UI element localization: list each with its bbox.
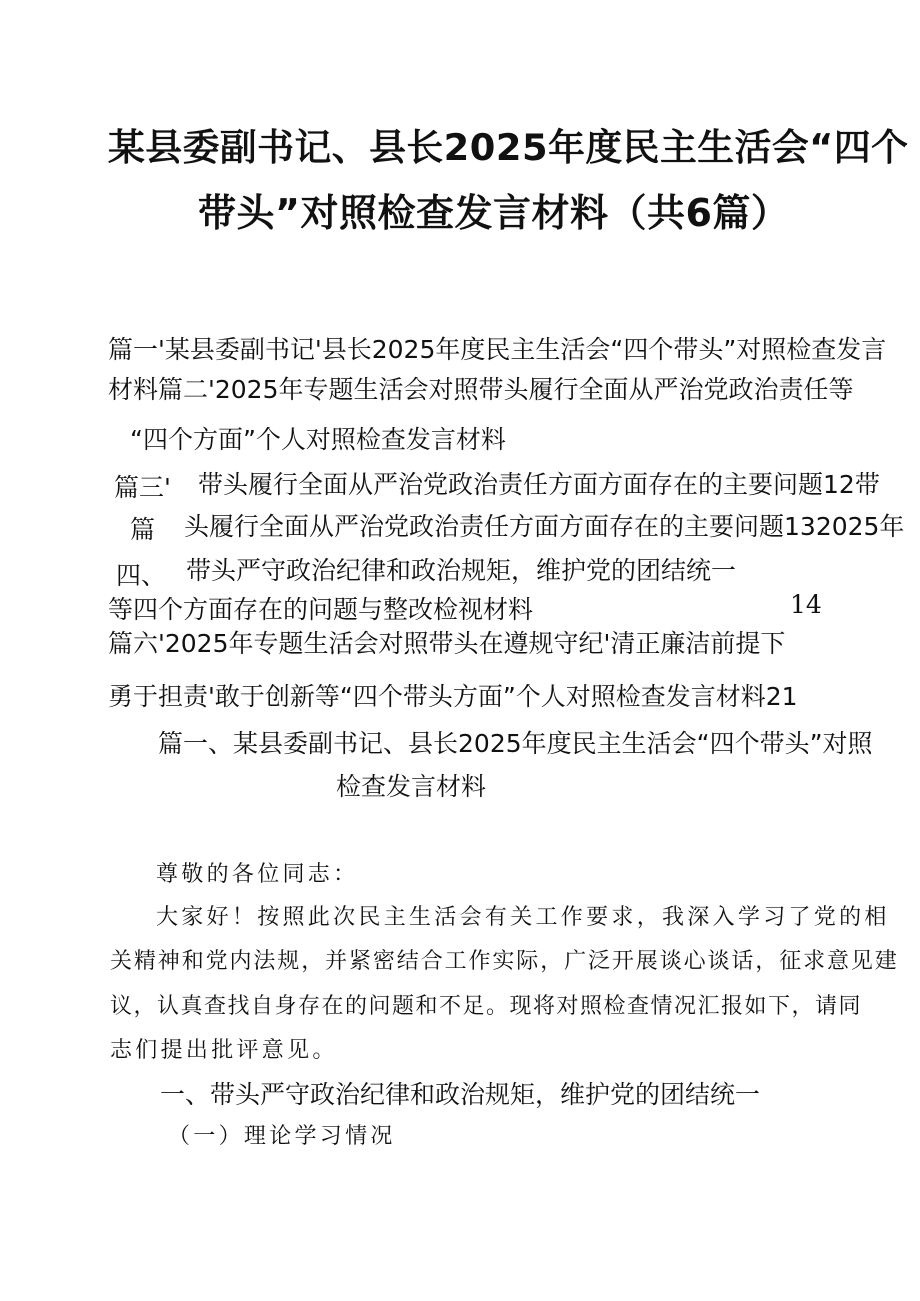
paragraph-line: 议，认真查找自身存在的问题和不足。现将对照检查情况汇报如下，请同 xyxy=(110,994,863,1019)
section-title-line-2: 检查发言材料 xyxy=(336,772,487,801)
section-title-line-1: 篇一、某县委副书记、县长2025年度民主生活会“四个带头”对照 xyxy=(158,729,873,758)
toc-entry-text: 带头严守政治纪律和政治规矩，维护党的团结统一 xyxy=(186,556,737,585)
toc-entry-label: 篇三' xyxy=(114,473,171,502)
toc-line: 篇一'某县委副书记'县长2025年度民主生活会“四个带头”对照检查发言 xyxy=(108,335,887,364)
toc-line: 篇六'2025年专题生活会对照带头在遵规守纪'清正廉洁前提下 xyxy=(108,629,786,658)
document-title-line-2: 带头”对照检查发言材料（共6篇） xyxy=(198,191,790,235)
toc-page-number: 14 xyxy=(790,590,822,619)
toc-entry-label: 四、 xyxy=(116,561,167,590)
toc-line: “四个方面”个人对照检查发言材料 xyxy=(130,425,506,454)
section-heading: 一、带头严守政治纪律和政治规矩，维护党的团结统一 xyxy=(160,1080,761,1109)
toc-line: 勇于担责'敢于创新等“四个带头方面”个人对照检查发言材料21 xyxy=(108,682,798,711)
toc-entry-label: 篇 xyxy=(130,515,156,544)
toc-line: 材料篇二'2025年专题生活会对照带头履行全面从严治党政治责任等 xyxy=(108,375,854,404)
paragraph-line: 关精神和党内法规，并紧密结合工作实际，广泛开展谈心谈话，征求意见建 xyxy=(110,949,899,974)
sub-heading: （一）理论学习情况 xyxy=(168,1124,396,1149)
paragraph-line: 志们提出批评意见。 xyxy=(110,1038,338,1063)
document-title-line-1: 某县委副书记、县长2025年度民主生活会“四个 xyxy=(108,126,909,169)
greeting: 尊敬的各位同志： xyxy=(156,862,359,887)
toc-entry-text: 带头履行全面从严治党政治责任方面方面存在的主要问题12带 xyxy=(198,470,880,499)
paragraph-line: 大家好！按照此次民主生活会有关工作要求，我深入学习了党的相 xyxy=(156,905,890,930)
toc-entry-text: 头履行全面从严治党政治责任方面方面存在的主要问题132025年 xyxy=(184,512,905,541)
toc-entry-text: 等四个方面存在的问题与整改检视材料 xyxy=(108,595,534,624)
